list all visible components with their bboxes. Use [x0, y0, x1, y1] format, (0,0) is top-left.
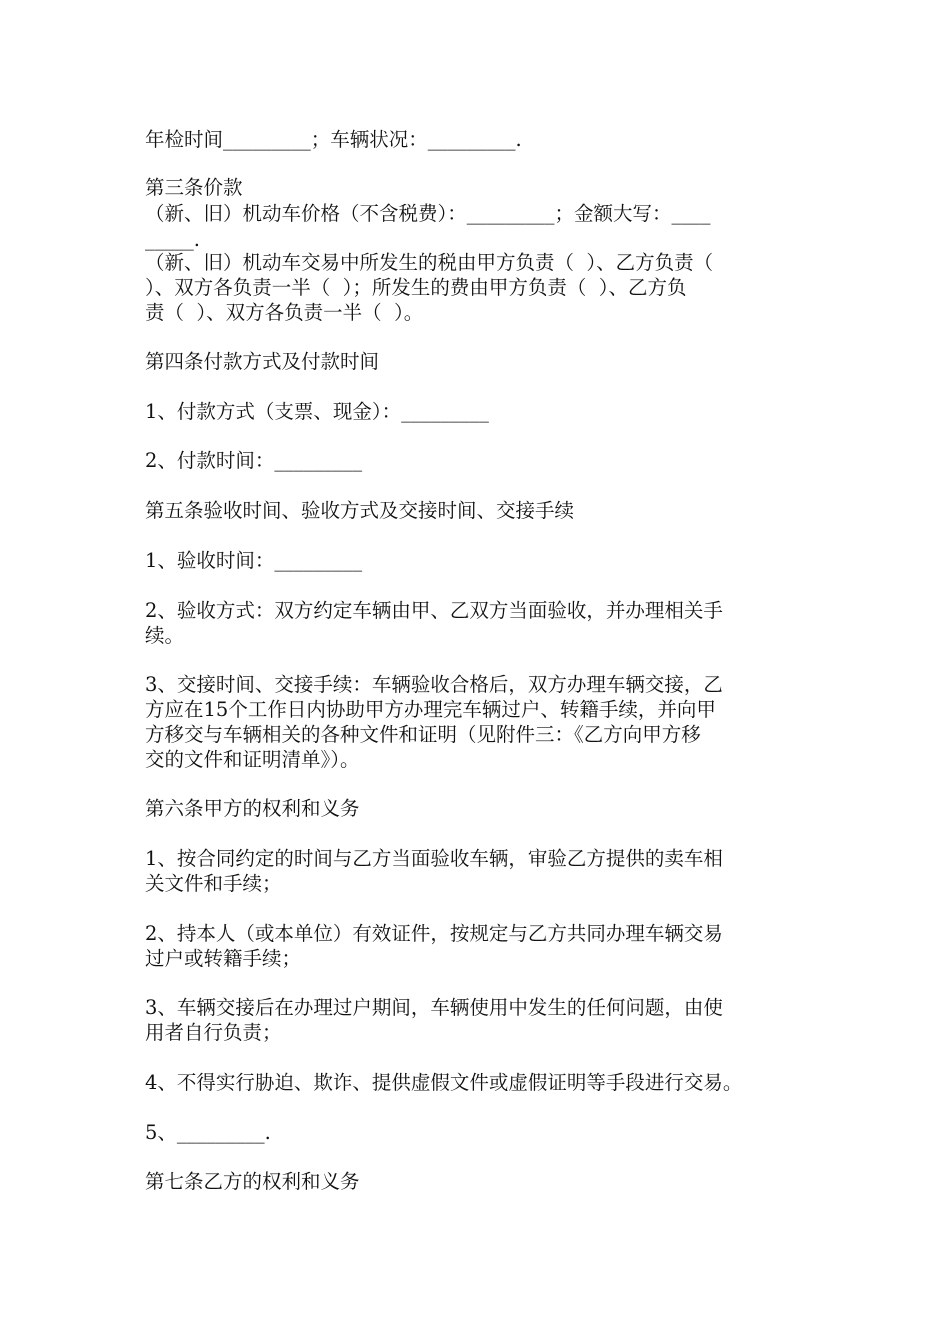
handover-line-2: 方应在15个工作日内协助甲方办理完车辆过户、转籍手续，并向甲	[145, 698, 716, 721]
inspection-line: 年检时间_________；车辆状况：_________.	[145, 128, 522, 151]
party-a-item-4-line: 4、不得实行胁迫、欺诈、提供虚假文件或虚假证明等手段进行交易。	[145, 1071, 743, 1094]
tax-line-3: 责（ ）、双方各负责一半（ ）。	[145, 301, 424, 324]
payment-time-line: 2、付款时间：_________	[145, 449, 363, 472]
party-a-item-1-line-2: 关文件和手续；	[145, 872, 282, 895]
handover-line-3: 方移交与车辆相关的各种文件和证明（见附件三：《乙方向甲方移	[145, 723, 701, 746]
party-a-item-2-line-2: 过户或转籍手续；	[145, 947, 302, 970]
handover-line-1: 3、交接时间、交接手续：车辆验收合格后，双方办理车辆交接，乙	[145, 673, 723, 696]
tax-line-2: ）、双方各负责一半（ ）；所发生的费由甲方负责（ ）、乙方负	[145, 276, 687, 299]
party-a-item-3-line-1: 3、车辆交接后在办理过户期间，车辆使用中发生的任何问题，由使	[145, 996, 723, 1019]
article-4-heading: 第四条付款方式及付款时间	[145, 350, 380, 373]
price-line-cont: _____.	[145, 228, 200, 251]
acceptance-method-line-2: 续。	[145, 624, 185, 647]
party-a-item-3-line-2: 用者自行负责；	[145, 1021, 282, 1044]
acceptance-method-line-1: 2、验收方式：双方约定车辆由甲、乙双方当面验收，并办理相关手	[145, 599, 723, 622]
article-6-heading: 第六条甲方的权利和义务	[145, 797, 360, 820]
party-a-item-5-line: 5、_________.	[145, 1121, 271, 1144]
handover-line-4: 交的文件和证明清单》）。	[145, 748, 360, 771]
price-line: （新、旧）机动车价格（不含税费）：_________；金额大写：____	[145, 202, 711, 225]
acceptance-time-line: 1、验收时间：_________	[145, 549, 363, 572]
article-7-heading: 第七条乙方的权利和义务	[145, 1170, 360, 1193]
tax-line-1: （新、旧）机动车交易中所发生的税由甲方负责（ ）、乙方负责（	[145, 251, 714, 274]
payment-method-line: 1、付款方式（支票、现金）：_________	[145, 400, 489, 423]
article-5-heading: 第五条验收时间、验收方式及交接时间、交接手续	[145, 499, 575, 522]
party-a-item-1-line-1: 1、按合同约定的时间与乙方当面验收车辆，审验乙方提供的卖车相	[145, 847, 723, 870]
party-a-item-2-line-1: 2、持本人（或本单位）有效证件，按规定与乙方共同办理车辆交易	[145, 922, 723, 945]
article-3-heading: 第三条价款	[145, 176, 243, 199]
